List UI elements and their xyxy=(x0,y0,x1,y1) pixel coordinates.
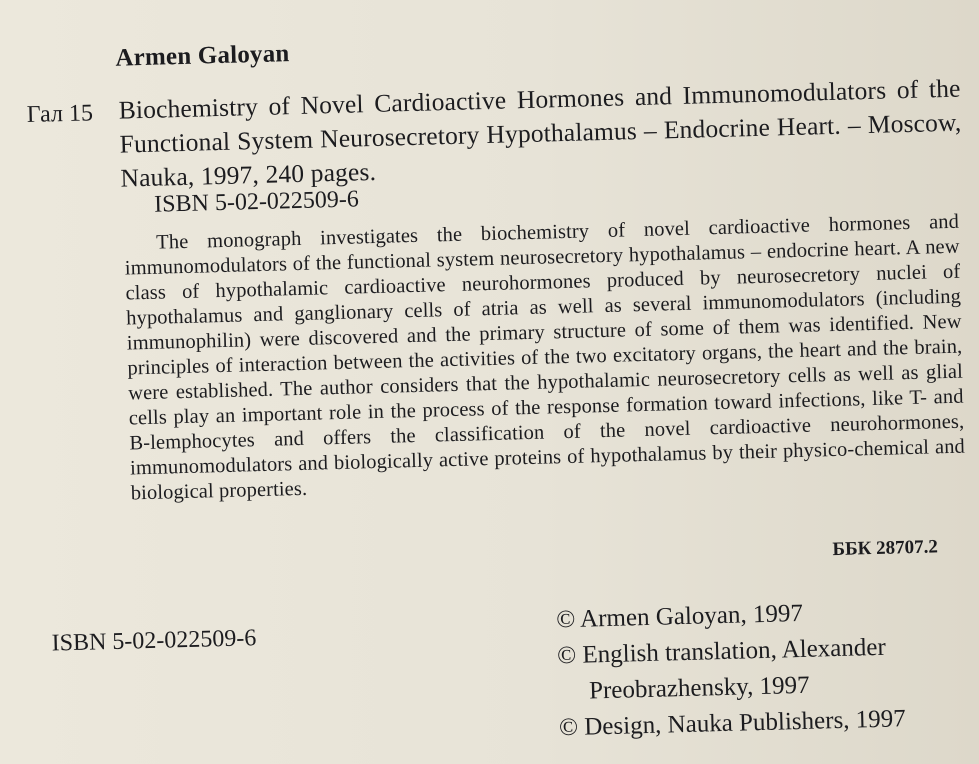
copyright-line-author: © Armen Galoyan, 1997 xyxy=(555,599,804,634)
isbn-main: ISBN 5-02-022509-6 xyxy=(153,186,360,218)
classification-code: Гал 15 xyxy=(26,100,94,129)
book-title-citation: Biochemistry of Novel Cardioactive Hormones and Immunomodulators of the Functional System Neurosecretory Hypothalamus – Endocrine Heart. – Moscow, Nauka, 1997, 240 pages. xyxy=(118,73,962,193)
author-name: Armen Galoyan xyxy=(115,40,290,72)
isbn-bottom: ISBN 5-02-022509-6 xyxy=(51,625,257,657)
copyright-line-translator: Preobrazhensky, 1997 xyxy=(588,671,810,705)
copyright-line-translation: © English translation, Alexander xyxy=(556,633,887,670)
bbk-code: ББК 28707.2 xyxy=(832,536,939,561)
copyright-block xyxy=(556,592,965,747)
book-abstract: The monograph investigates the biochemistry of novel cardioactive hormones and immunomodulators of the functional system neurosecretory hypothalamus – endocrine heart. A new class of hypothalamic cardioactive neurohormones produced by neurosecretory nuclei of hypothalamus and ganglionary cells of atria as well as several immunomodulators (including immunophilin) were discovered and the primary structure of some of them was identified. New principles of interaction between the activities of the two excitatory organs, the heart and the brain, were established. The author considers that the hypothalamic neurosecretory cells as well as glial cells play an important role in the process of the response formation toward infections, like T- and B-lemphocytes and offers the classification of the novel cardioactive neurohormones, immunomodulators and biologically active proteins of hypothalamus by their physico-chemical and biological properties. xyxy=(124,210,966,505)
copyright-line-design: © Design, Nauka Publishers, 1997 xyxy=(558,705,907,742)
